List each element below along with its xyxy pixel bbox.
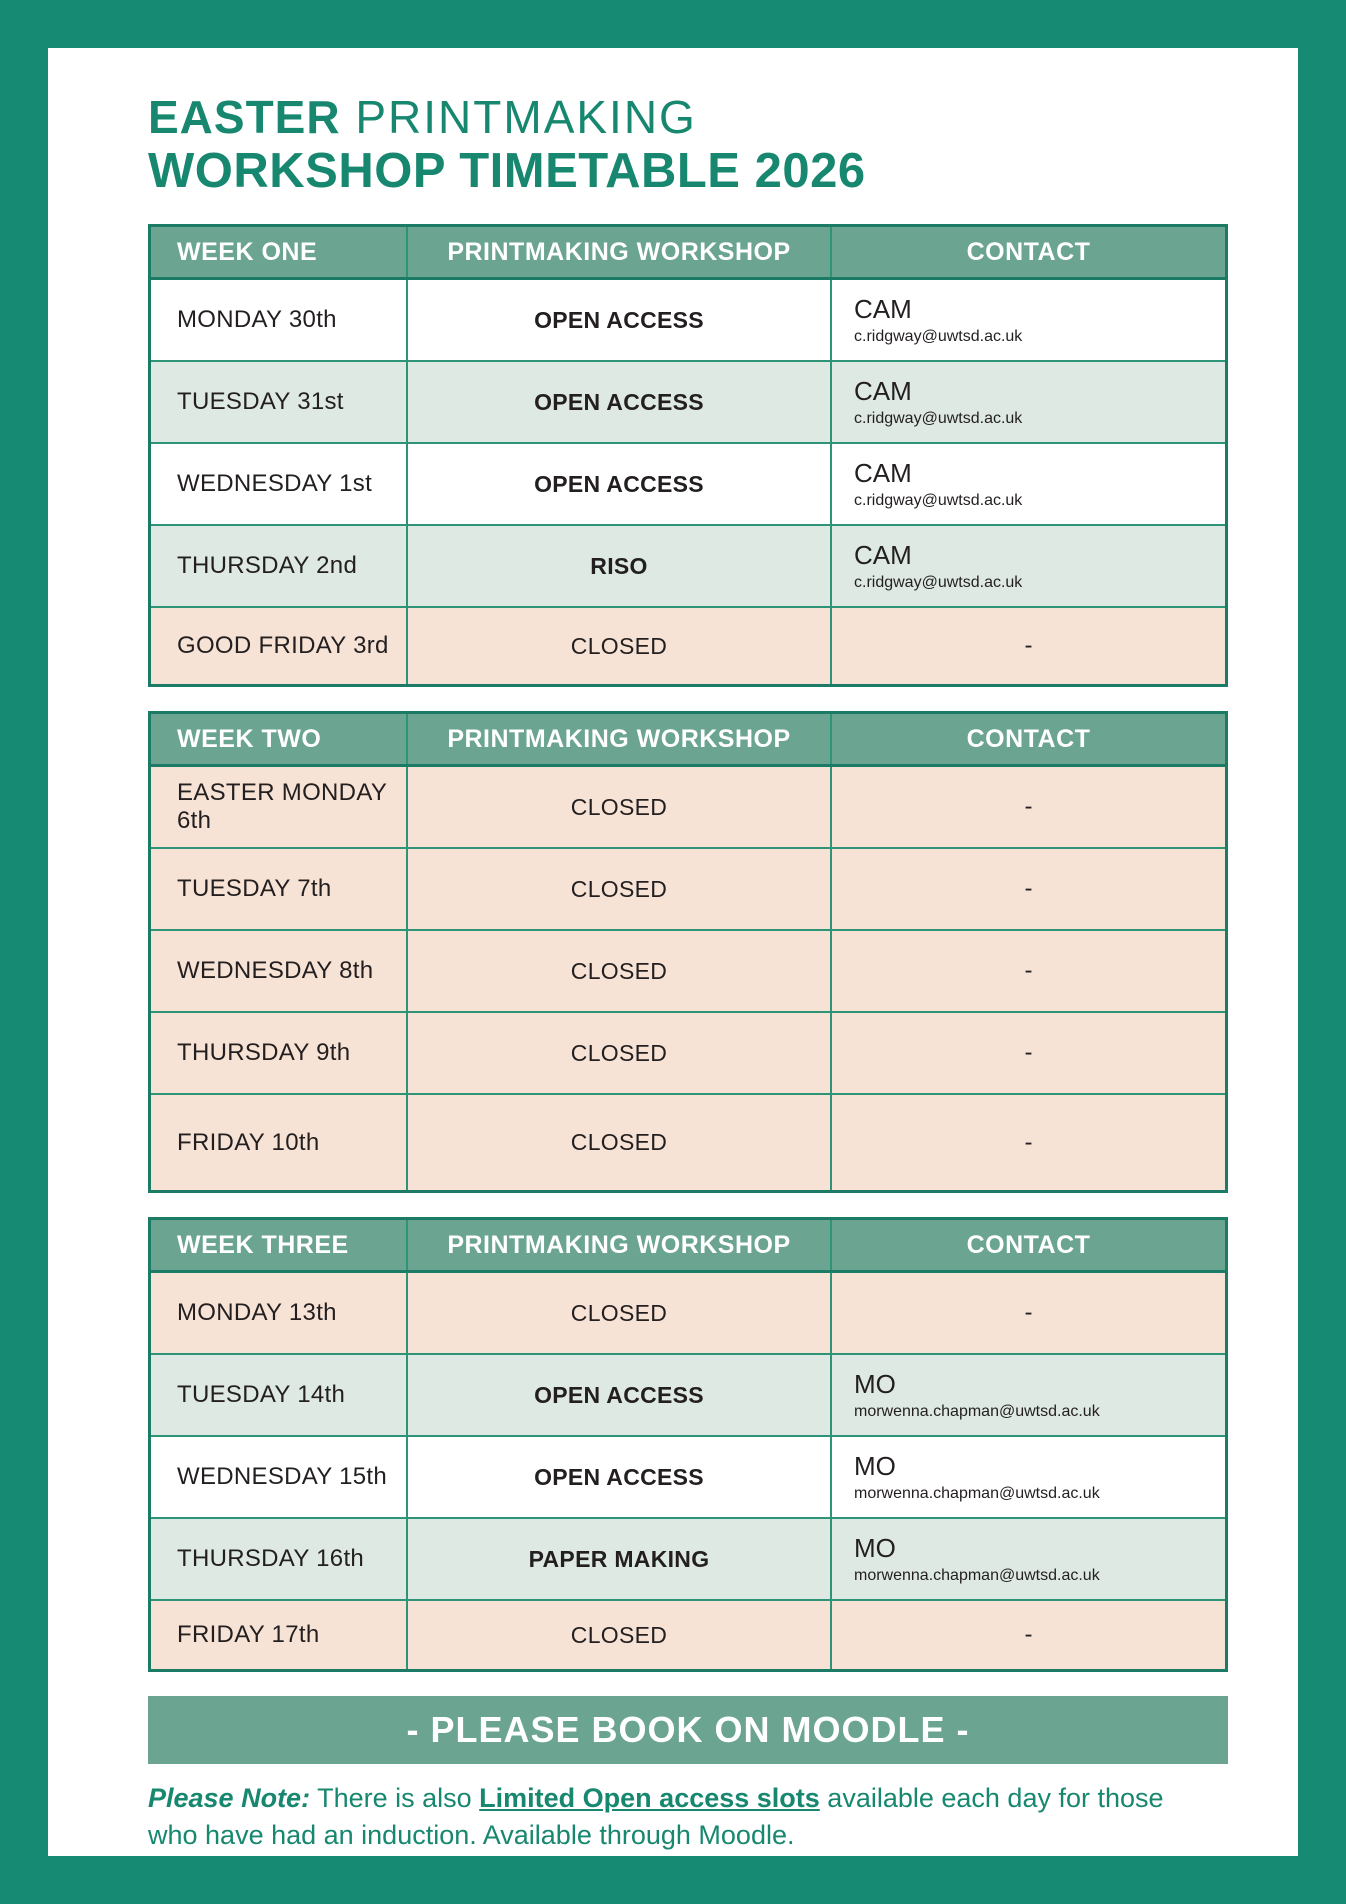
table-row xyxy=(151,1599,1225,1669)
day-cell: MONDAY 13th xyxy=(177,1299,337,1327)
table-row xyxy=(151,1353,1225,1435)
day-cell: FRIDAY 17th xyxy=(177,1621,320,1649)
workshop-cell: OPEN ACCESS xyxy=(406,444,830,524)
contact-name: CAM xyxy=(854,294,912,325)
contact-name: CAM xyxy=(854,540,912,571)
note-text-before-link: There is also xyxy=(310,1783,480,1814)
title-easter: EASTER xyxy=(148,91,341,143)
contact-email: morwenna.chapman@uwtsd.ac.uk xyxy=(854,1402,1100,1420)
table-row xyxy=(151,606,1225,684)
contact-cell xyxy=(830,1519,1225,1599)
timetable-week-one xyxy=(148,224,1228,687)
workshop-cell: CLOSED xyxy=(406,849,830,929)
contact-cell: - xyxy=(830,767,1225,847)
contact-name: CAM xyxy=(854,458,912,489)
table-row xyxy=(151,1435,1225,1517)
note-underlined-text: Limited Open access slots xyxy=(479,1783,820,1814)
workshop-cell: OPEN ACCESS xyxy=(406,1355,830,1435)
contact-email: morwenna.chapman@uwtsd.ac.uk xyxy=(854,1566,1100,1584)
table-row xyxy=(151,360,1225,442)
contact-name: MO xyxy=(854,1451,896,1482)
contact-cell: - xyxy=(830,849,1225,929)
title-printmaking: PRINTMAKING xyxy=(340,91,697,143)
workshop-cell: OPEN ACCESS xyxy=(406,1437,830,1517)
table-row xyxy=(151,1517,1225,1599)
contact-cell: - xyxy=(830,1013,1225,1093)
day-cell: WEDNESDAY 1st xyxy=(177,470,373,498)
week-column-header: WEEK TWO xyxy=(177,724,322,753)
contact-column-header: CONTACT xyxy=(830,1220,1225,1270)
note-text-after-link: available each day for those who have had an induction. Available through Moodle. xyxy=(148,1783,1164,1850)
table-row xyxy=(151,1093,1225,1190)
contact-cell: - xyxy=(830,1601,1225,1669)
table-row xyxy=(151,280,1225,360)
day-cell: MONDAY 30th xyxy=(177,306,337,334)
contact-name: MO xyxy=(854,1533,896,1564)
contact-cell xyxy=(830,1437,1225,1517)
contact-cell: - xyxy=(830,1095,1225,1190)
contact-email: c.ridgway@uwtsd.ac.uk xyxy=(854,573,1023,591)
workshop-cell: RISO xyxy=(406,526,830,606)
day-cell: FRIDAY 10th xyxy=(177,1128,320,1156)
contact-email: c.ridgway@uwtsd.ac.uk xyxy=(854,327,1023,345)
table-header-row xyxy=(151,714,1225,767)
table-row xyxy=(151,442,1225,524)
workshop-cell: CLOSED xyxy=(406,931,830,1011)
contact-email: c.ridgway@uwtsd.ac.uk xyxy=(854,491,1023,509)
table-header-row xyxy=(151,227,1225,280)
table-body xyxy=(151,767,1225,1190)
day-cell: THURSDAY 16th xyxy=(177,1545,365,1573)
note-please-note-label: Please Note: xyxy=(148,1783,311,1814)
footer-note xyxy=(148,1780,1208,1853)
workshop-cell: CLOSED xyxy=(406,1273,830,1353)
flyer-content xyxy=(48,48,1298,1853)
contact-column-header: CONTACT xyxy=(830,227,1225,277)
contact-name: CAM xyxy=(854,376,912,407)
timetable-week-three xyxy=(148,1217,1228,1672)
workshop-cell: CLOSED xyxy=(406,1601,830,1669)
day-cell: TUESDAY 31st xyxy=(177,388,344,416)
table-header-row xyxy=(151,1220,1225,1273)
contact-email: morwenna.chapman@uwtsd.ac.uk xyxy=(854,1484,1100,1502)
day-cell: WEDNESDAY 15th xyxy=(177,1463,388,1491)
workshop-cell: CLOSED xyxy=(406,608,830,684)
workshop-cell: PAPER MAKING xyxy=(406,1519,830,1599)
workshop-cell: OPEN ACCESS xyxy=(406,280,830,360)
contact-column-header: CONTACT xyxy=(830,714,1225,764)
book-on-moodle-banner: - PLEASE BOOK ON MOODLE - xyxy=(148,1696,1228,1764)
day-cell: THURSDAY 2nd xyxy=(177,552,358,580)
workshop-cell: OPEN ACCESS xyxy=(406,362,830,442)
page-title-line2: WORKSHOP TIMETABLE 2026 xyxy=(148,143,866,198)
table-row xyxy=(151,1011,1225,1093)
contact-cell xyxy=(830,362,1225,442)
workshop-cell: CLOSED xyxy=(406,1095,830,1190)
table-row xyxy=(151,1273,1225,1353)
day-cell: WEDNESDAY 8th xyxy=(177,957,374,985)
workshop-column-header: PRINTMAKING WORKSHOP xyxy=(406,1220,830,1270)
contact-cell xyxy=(830,526,1225,606)
contact-cell xyxy=(830,280,1225,360)
contact-cell: - xyxy=(830,931,1225,1011)
workshop-column-header: PRINTMAKING WORKSHOP xyxy=(406,714,830,764)
workshop-cell: CLOSED xyxy=(406,767,830,847)
workshop-cell: CLOSED xyxy=(406,1013,830,1093)
contact-cell: - xyxy=(830,1273,1225,1353)
page-title-line1 xyxy=(148,92,1228,143)
week-column-header: WEEK ONE xyxy=(177,237,318,266)
contact-email: c.ridgway@uwtsd.ac.uk xyxy=(854,409,1023,427)
flyer-page xyxy=(48,48,1298,1856)
contact-cell xyxy=(830,444,1225,524)
table-row xyxy=(151,929,1225,1011)
contact-name: MO xyxy=(854,1369,896,1400)
day-cell: GOOD FRIDAY 3rd xyxy=(177,632,389,660)
workshop-column-header: PRINTMAKING WORKSHOP xyxy=(406,227,830,277)
day-cell: TUESDAY 7th xyxy=(177,875,332,903)
contact-cell: - xyxy=(830,608,1225,684)
day-cell: THURSDAY 9th xyxy=(177,1039,351,1067)
timetable-week-two xyxy=(148,711,1228,1193)
contact-cell xyxy=(830,1355,1225,1435)
table-body xyxy=(151,1273,1225,1669)
day-cell: TUESDAY 14th xyxy=(177,1381,346,1409)
table-row xyxy=(151,847,1225,929)
day-cell: EASTER MONDAY 6th xyxy=(177,779,387,835)
week-column-header: WEEK THREE xyxy=(177,1230,349,1259)
table-row xyxy=(151,524,1225,606)
table-row xyxy=(151,767,1225,847)
table-body xyxy=(151,280,1225,684)
